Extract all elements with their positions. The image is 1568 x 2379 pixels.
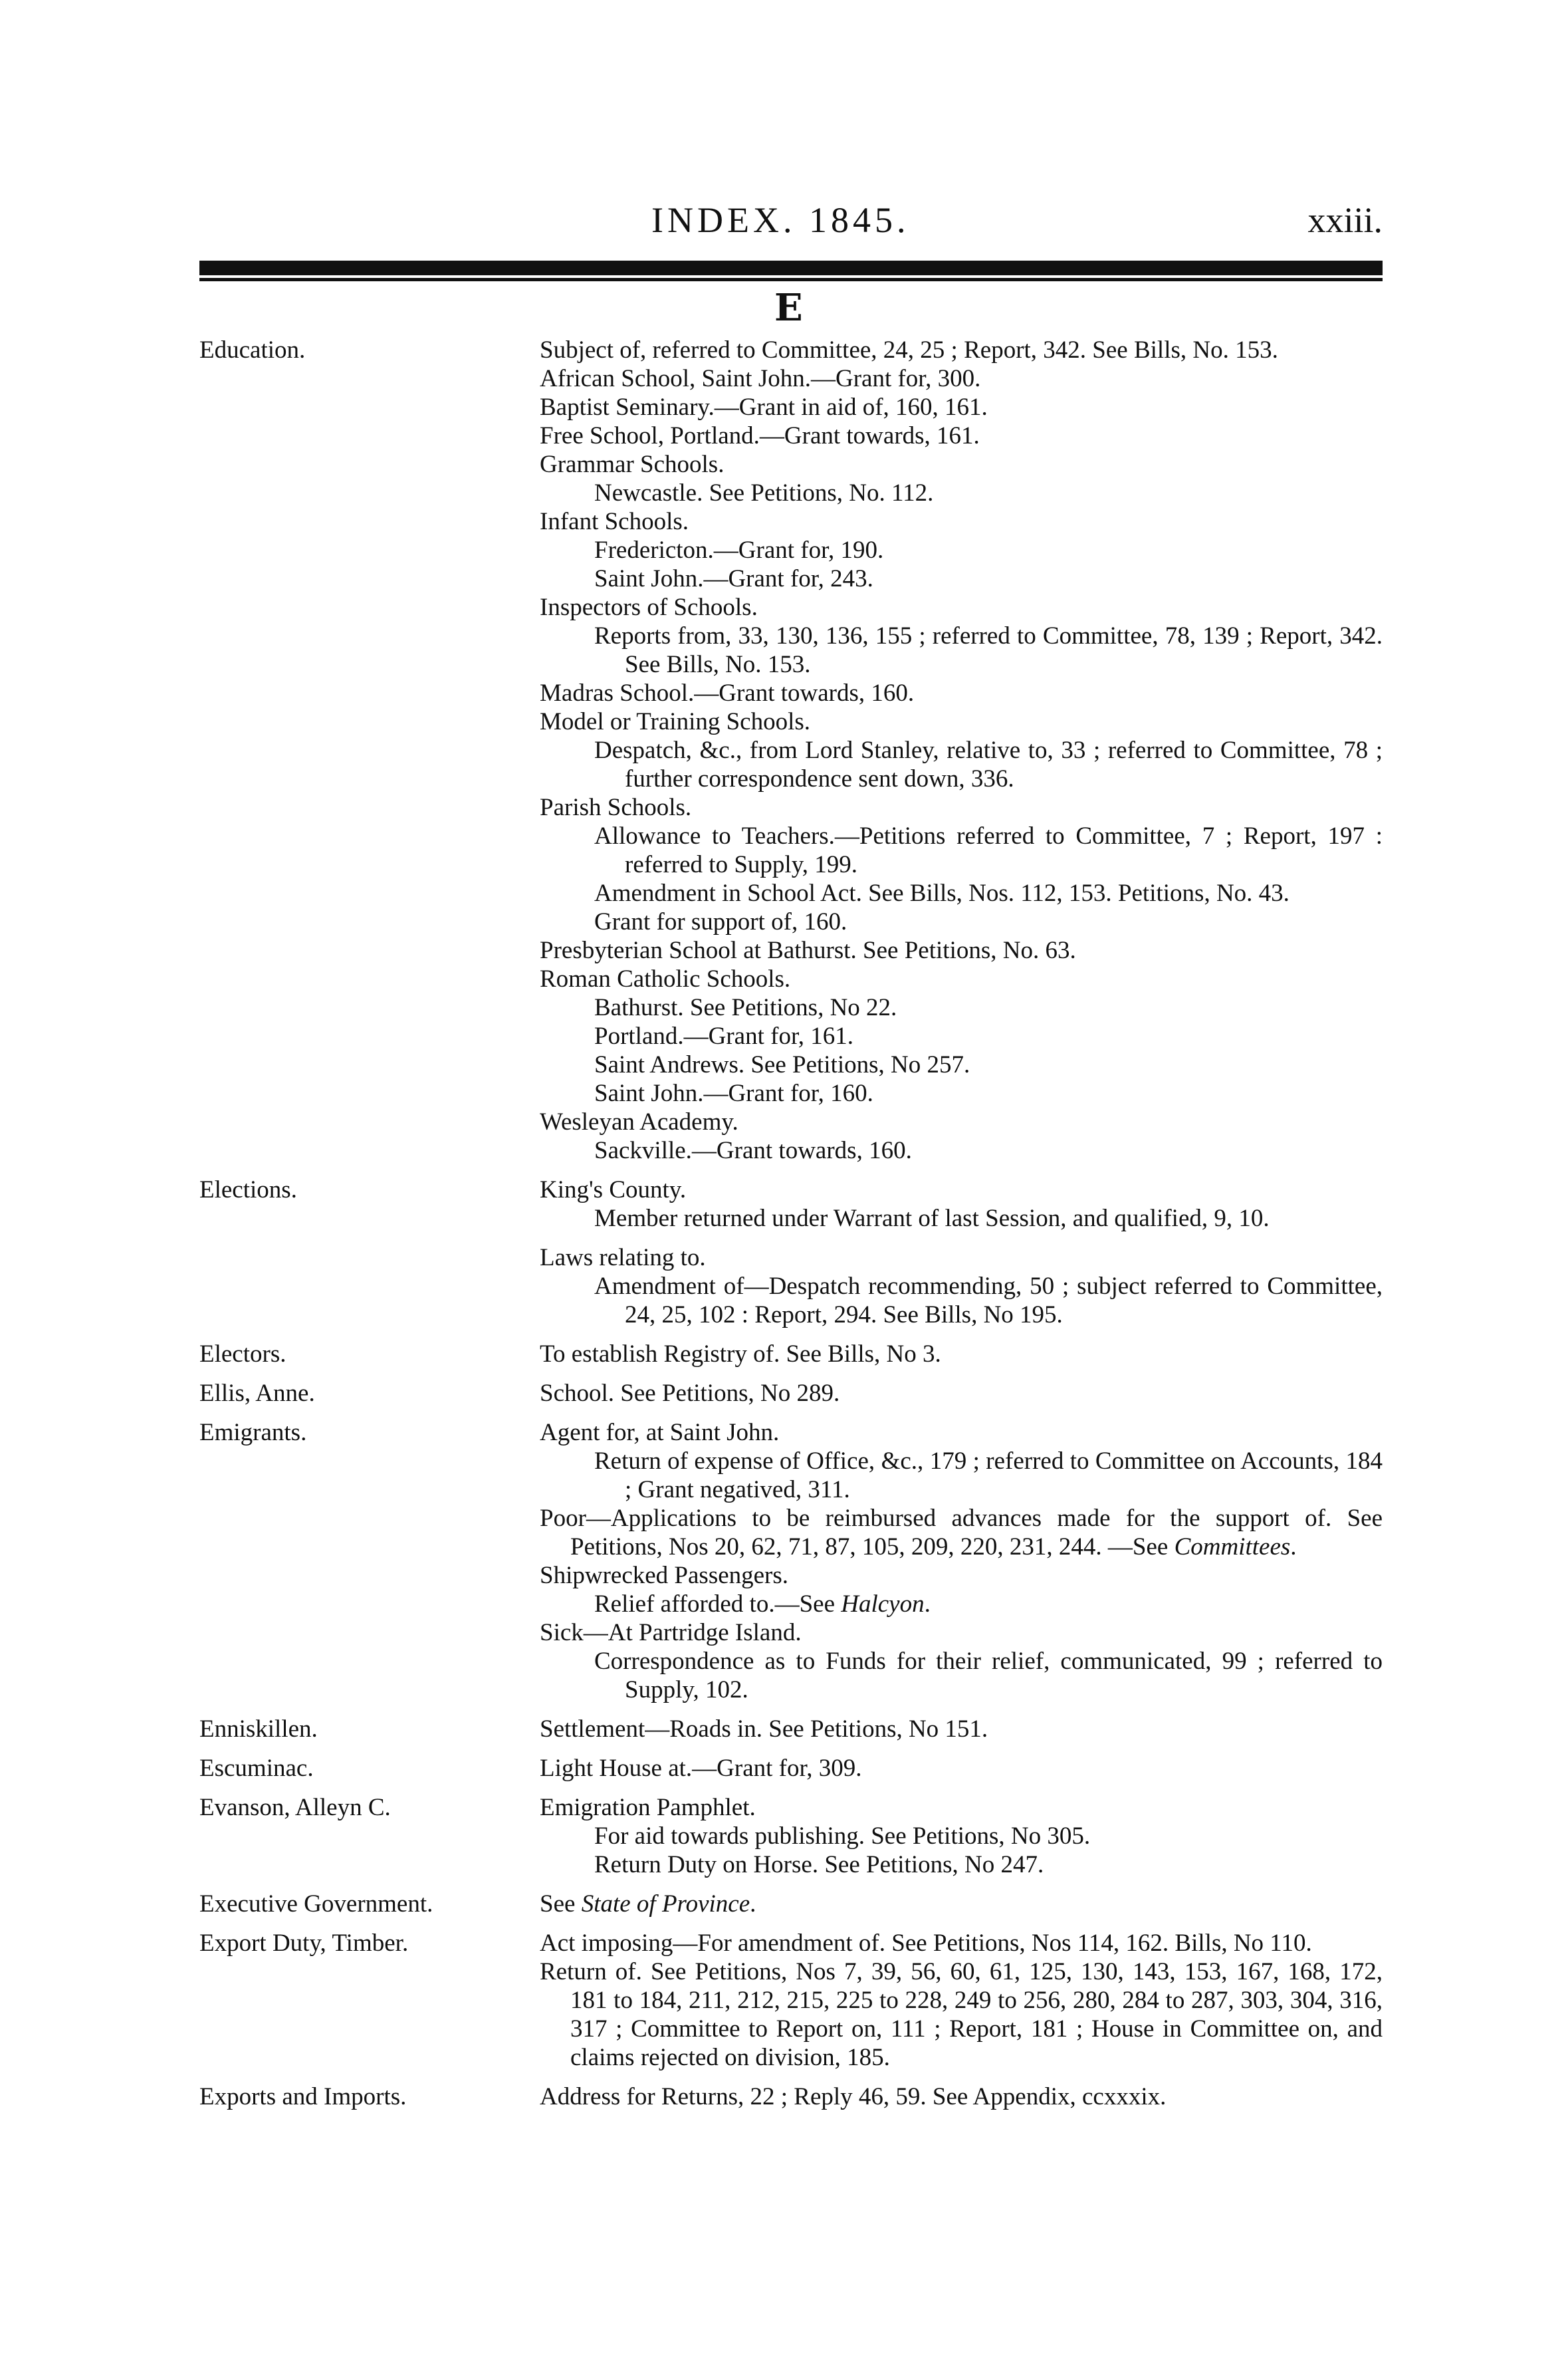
subentry: Madras School.—Grant towards, 160. [540,680,915,707]
sub-subentry: Return of expense of Office, &c., 179 ; referred to Committee on Accounts, 184 ; Grant negatived, 311. [594,1447,1383,1503]
entry-body [540,1715,1383,1743]
entry-body [540,1379,1383,1408]
subentry: King's County. [540,1176,687,1203]
entry-body [540,1418,1383,1704]
subentry: Return of. See Petitions, Nos 7, 39, 56, 60, 61, 125, 130, 143, 153, 167, 168, 172, 181 to 184, 211, 212, 215, 225 to 228, 249 to 256, 280, 284 to 287, 303, 304, 316, 317 ; Committee to Report on, 111 ; Report, 181 ; House in Committee on, and claims rejected on division, 185. [540,1958,1383,2071]
sub-subentry: Newcastle. See Petitions, No. 112. [594,479,934,507]
sub-subentry: Grant for support of, 160. [594,908,847,936]
entry-heading: Ellis, Anne. [199,1380,315,1407]
entry-heading: Exports and Imports. [199,2083,407,2110]
section-letter: E [774,286,803,330]
sub-subentry: Relief afforded to.—See Halcyon. [594,1590,931,1618]
entry-heading: Electors. [199,1340,286,1368]
subentry: Model or Training Schools. [540,708,811,735]
page-number: xxiii. [1307,200,1383,240]
sub-subentry: Amendment of—Despatch recommending, 50 ; subject referred to Committee, 24, 25, 102 : Report, 294. See Bills, No 195. [594,1273,1383,1328]
index-entry [199,1340,1383,1368]
entry-body [540,1793,1383,1879]
subentry: Agent for, at Saint John. [540,1419,780,1446]
entry-heading: Evanson, Alleyn C. [199,1794,391,1821]
index-entry [199,2082,1383,2111]
index-entry [199,1793,1383,1879]
subentry: Roman Catholic Schools. [540,965,791,993]
subentry: Free School, Portland.—Grant towards, 161. [540,422,980,449]
subentry: Presbyterian School at Bathurst. See Petitions, No. 63. [540,937,1076,964]
header-rule-thin [199,278,1383,281]
subentry: Baptist Seminary.—Grant in aid of, 160, 161. [540,394,988,421]
sub-subentry: Allowance to Teachers.—Petitions referred to Committee, 7 ; Report, 197 : referred to Supply, 199. [594,822,1383,878]
sub-subentry: Member returned under Warrant of last Session, and qualified, 9, 10. [594,1205,1270,1232]
sub-subentry: Reports from, 33, 130, 136, 155 ; referred to Committee, 78, 139 ; Report, 342. See Bills, No. 153. [594,622,1383,678]
index-entry [199,1715,1383,1743]
subentry: Infant Schools. [540,508,689,535]
subentry: Shipwrecked Passengers. [540,1562,789,1589]
subentry: Act imposing—For amendment of. See Petitions, Nos 114, 162. Bills, No 110. [540,1930,1312,1957]
entry-body [540,1176,1383,1329]
entry-body [540,1340,1383,1368]
index-entry [199,1754,1383,1783]
entry-body [540,1929,1383,2072]
subentry: Laws relating to. [540,1244,706,1271]
header-rule-thick [199,261,1383,275]
index-entries [199,336,1383,2122]
sub-subentry: Saint John.—Grant for, 160. [594,1080,873,1107]
entry-heading: Education. [199,336,306,364]
index-entry [199,1890,1383,1918]
sub-subentry: Return Duty on Horse. See Petitions, No 247. [594,1851,1044,1878]
subentry: Settlement—Roads in. See Petitions, No 151. [540,1715,988,1743]
subentry: African School, Saint John.—Grant for, 300. [540,365,981,392]
entry-heading: Executive Government. [199,1890,433,1918]
sub-subentry: Correspondence as to Funds for their relief, communicated, 99 ; referred to Supply, 102. [594,1648,1383,1703]
running-title: INDEX. 1845. [651,200,910,240]
sub-subentry: Despatch, &c., from Lord Stanley, relative to, 33 ; referred to Committee, 78 ; further correspondence sent down, 336. [594,737,1383,793]
sub-subentry: Bathurst. See Petitions, No 22. [594,994,897,1021]
entry-heading: Escuminac. [199,1755,314,1782]
sub-subentry: Portland.—Grant for, 161. [594,1023,854,1050]
sub-subentry: Fredericton.—Grant for, 190. [594,537,884,564]
subentry: Subject of, referred to Committee, 24, 25 ; Report, 342. See Bills, No. 153. [540,336,1278,364]
subentry: Address for Returns, 22 ; Reply 46, 59. See Appendix, ccxxxix. [540,2083,1167,2110]
subentry: Poor—Applications to be reimbursed advances made for the support of. See Petitions, Nos 20, 62, 71, 87, 105, 209, 220, 231, 244. —See Committees. [540,1505,1383,1561]
entry-heading: Elections. [199,1176,297,1203]
subentry: Parish Schools. [540,794,692,821]
sub-subentry: Saint John.—Grant for, 243. [594,565,873,592]
sub-subentry: Saint Andrews. See Petitions, No 257. [594,1051,970,1078]
entry-body [540,2082,1383,2111]
subentry: Emigration Pamphlet. [540,1794,756,1821]
index-entry [199,1418,1383,1704]
entry-body [540,1754,1383,1783]
page-header [199,199,1383,253]
entry-heading: Export Duty, Timber. [199,1930,409,1957]
index-entry [199,1929,1383,2072]
spacer [540,1233,1383,1243]
subentry: Sick—At Partridge Island. [540,1619,802,1646]
subentry: School. See Petitions, No 289. [540,1380,840,1407]
subentry: Grammar Schools. [540,451,725,478]
subentry: Inspectors of Schools. [540,594,758,621]
subentry: Light House at.—Grant for, 309. [540,1755,862,1782]
sub-subentry: Amendment in School Act. See Bills, Nos. 112, 153. Petitions, No. 43. [594,880,1289,907]
entry-heading: Emigrants. [199,1419,307,1446]
entry-body [540,1890,1383,1918]
sub-subentry: Sackville.—Grant towards, 160. [594,1137,912,1164]
subentry: Wesleyan Academy. [540,1108,738,1136]
subentry: To establish Registry of. See Bills, No 3. [540,1340,941,1368]
sub-subentry: For aid towards publishing. See Petitions, No 305. [594,1822,1091,1850]
subentry: See State of Province. [540,1890,756,1918]
index-entry [199,1379,1383,1408]
entry-body [540,336,1383,1165]
index-entry [199,1176,1383,1329]
index-entry [199,336,1383,1165]
entry-heading: Enniskillen. [199,1715,318,1743]
